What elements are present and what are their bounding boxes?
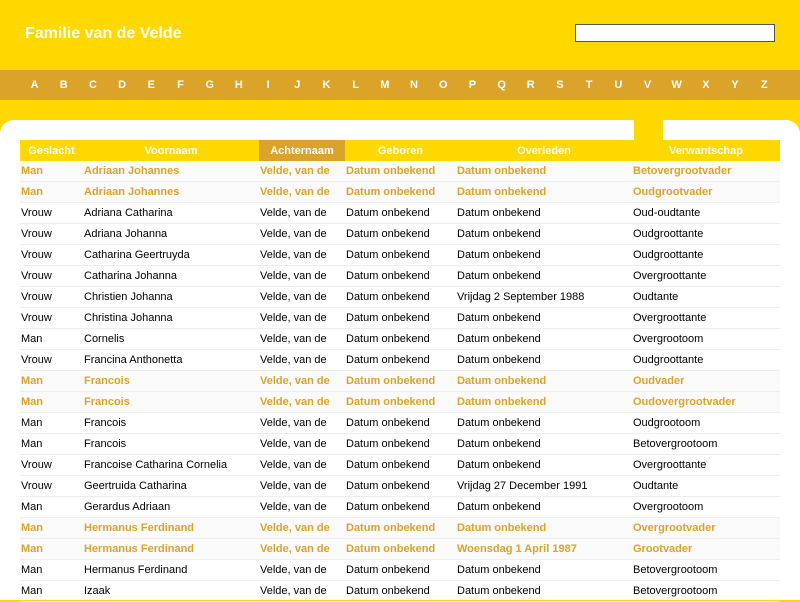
alphabet-letter-h[interactable]: H xyxy=(234,79,243,91)
born-cell: Datum onbekend xyxy=(345,518,456,539)
surname-cell: Velde, van de xyxy=(259,308,345,329)
alphabet-letter-a[interactable]: A xyxy=(30,79,39,91)
firstname-cell: Adriana Catharina xyxy=(83,203,259,224)
column-header-geslacht[interactable]: Geslacht xyxy=(20,140,83,161)
born-cell: Datum onbekend xyxy=(345,371,456,392)
firstname-cell: Catharina Johanna xyxy=(83,266,259,287)
site-title: Familie van de Velde xyxy=(25,25,182,42)
gender-cell: Man xyxy=(20,497,83,518)
surname-cell: Velde, van de xyxy=(259,224,345,245)
gender-cell: Man xyxy=(20,329,83,350)
alphabet-letter-e[interactable]: E xyxy=(147,79,156,91)
alphabet-letter-q[interactable]: Q xyxy=(497,79,506,91)
firstname-cell: Francina Anthonetta xyxy=(83,350,259,371)
died-cell: Datum onbekend xyxy=(456,266,632,287)
active-letter-tab xyxy=(634,100,663,140)
surname-cell: Velde, van de xyxy=(259,245,345,266)
surname-cell: Velde, van de xyxy=(259,497,345,518)
relation-cell: Oudgrootvader xyxy=(632,182,780,203)
firstname-cell: Catharina Geertruyda xyxy=(83,245,259,266)
born-cell: Datum onbekend xyxy=(345,266,456,287)
gender-cell: Man xyxy=(20,182,83,203)
column-header-verwantschap[interactable]: Verwantschap xyxy=(632,140,780,161)
surname-cell: Velde, van de xyxy=(259,182,345,203)
gender-cell: Vrouw xyxy=(20,203,83,224)
table-row[interactable] xyxy=(20,434,780,455)
surname-cell: Velde, van de xyxy=(259,203,345,224)
surname-cell: Velde, van de xyxy=(259,329,345,350)
firstname-cell: Hermanus Ferdinand xyxy=(83,560,259,581)
gender-cell: Vrouw xyxy=(20,266,83,287)
table-row[interactable] xyxy=(20,476,780,497)
table-body xyxy=(20,161,780,602)
column-header-overleden[interactable]: Overleden xyxy=(456,140,632,161)
firstname-cell: Francois xyxy=(83,371,259,392)
relation-cell: Betovergrootoom xyxy=(632,434,780,455)
table-header-row xyxy=(20,140,780,161)
died-cell: Datum onbekend xyxy=(456,413,632,434)
alphabet-letter-t[interactable]: T xyxy=(585,79,593,91)
died-cell: Datum onbekend xyxy=(456,182,632,203)
died-cell: Datum onbekend xyxy=(456,455,632,476)
surname-cell: Velde, van de xyxy=(259,560,345,581)
born-cell: Datum onbekend xyxy=(345,413,456,434)
gender-cell: Man xyxy=(20,518,83,539)
table-row[interactable] xyxy=(20,560,780,581)
alphabet-letter-r[interactable]: R xyxy=(526,79,535,91)
born-cell: Datum onbekend xyxy=(345,497,456,518)
alphabet-letter-b[interactable]: B xyxy=(59,79,68,91)
relation-cell: Overgrootoom xyxy=(632,329,780,350)
died-cell: Datum onbekend xyxy=(456,371,632,392)
born-cell: Datum onbekend xyxy=(345,539,456,560)
born-cell: Datum onbekend xyxy=(345,287,456,308)
table-row[interactable] xyxy=(20,392,780,413)
died-cell: Datum onbekend xyxy=(456,434,632,455)
surname-cell: Velde, van de xyxy=(259,539,345,560)
alphabet-letter-z[interactable]: Z xyxy=(760,79,768,91)
relation-cell: Oud-oudtante xyxy=(632,203,780,224)
firstname-cell: Hermanus Ferdinand xyxy=(83,539,259,560)
table-row[interactable] xyxy=(20,350,780,371)
firstname-cell: Adriana Johanna xyxy=(83,224,259,245)
alphabet-letter-x[interactable]: X xyxy=(702,79,710,91)
relation-cell: Betovergrootvader xyxy=(632,161,780,182)
gender-cell: Vrouw xyxy=(20,350,83,371)
alphabet-letter-f[interactable]: F xyxy=(177,79,184,91)
gender-cell: Vrouw xyxy=(20,287,83,308)
surname-cell: Velde, van de xyxy=(259,434,345,455)
alphabet-letter-k[interactable]: K xyxy=(322,79,331,91)
column-header-voornaam[interactable]: Voornaam xyxy=(83,140,259,161)
firstname-cell: Christina Johanna xyxy=(83,308,259,329)
alphabet-letter-o[interactable]: O xyxy=(438,79,448,91)
born-cell: Datum onbekend xyxy=(345,245,456,266)
gender-cell: Vrouw xyxy=(20,308,83,329)
born-cell: Datum onbekend xyxy=(345,434,456,455)
surname-cell: Velde, van de xyxy=(259,455,345,476)
alphabet-letter-d[interactable]: D xyxy=(118,79,127,91)
relation-cell: Betovergrootoom xyxy=(632,560,780,581)
table-row[interactable] xyxy=(20,161,780,182)
born-cell: Datum onbekend xyxy=(345,329,456,350)
died-cell: Datum onbekend xyxy=(456,308,632,329)
relation-cell: Oudgroottante xyxy=(632,245,780,266)
table-row[interactable] xyxy=(20,287,780,308)
table-row[interactable] xyxy=(20,371,780,392)
relation-cell: Oudgroottante xyxy=(632,350,780,371)
table-row[interactable] xyxy=(20,518,780,539)
alphabet-letter-s[interactable]: S xyxy=(556,79,564,91)
died-cell: Datum onbekend xyxy=(456,518,632,539)
family-table xyxy=(20,140,780,602)
surname-cell: Velde, van de xyxy=(259,413,345,434)
relation-cell: Oudgroottante xyxy=(632,224,780,245)
relation-cell: Overgroottante xyxy=(632,455,780,476)
born-cell: Datum onbekend xyxy=(345,161,456,182)
alphabet-nav xyxy=(0,70,800,100)
relation-cell: Grootvader xyxy=(632,539,780,560)
firstname-cell: Adriaan Johannes xyxy=(83,161,259,182)
surname-cell: Velde, van de xyxy=(259,350,345,371)
relation-cell: Oudovergrootvader xyxy=(632,392,780,413)
relation-cell: Oudvader xyxy=(632,371,780,392)
table-row[interactable] xyxy=(20,224,780,245)
firstname-cell: Hermanus Ferdinand xyxy=(83,518,259,539)
relation-cell: Overgroottante xyxy=(632,308,780,329)
gender-cell: Man xyxy=(20,392,83,413)
firstname-cell: Christien Johanna xyxy=(83,287,259,308)
died-cell: Woensdag 1 April 1987 xyxy=(456,539,632,560)
relation-cell: Overgroottante xyxy=(632,266,780,287)
alphabet-letter-c[interactable]: C xyxy=(88,79,97,91)
surname-cell: Velde, van de xyxy=(259,371,345,392)
died-cell: Datum onbekend xyxy=(456,350,632,371)
firstname-cell: Geertruida Catharina xyxy=(83,476,259,497)
firstname-cell: Adriaan Johannes xyxy=(83,182,259,203)
relation-cell: Oudtante xyxy=(632,476,780,497)
table-row[interactable] xyxy=(20,455,780,476)
firstname-cell: Izaak xyxy=(83,581,259,602)
alphabet-letter-p[interactable]: P xyxy=(468,79,477,91)
alphabet-letter-l[interactable]: L xyxy=(352,79,360,91)
died-cell: Datum onbekend xyxy=(456,203,632,224)
gender-cell: Vrouw xyxy=(20,455,83,476)
gender-cell: Man xyxy=(20,413,83,434)
surname-cell: Velde, van de xyxy=(259,161,345,182)
died-cell: Datum onbekend xyxy=(456,161,632,182)
relation-cell: Overgrootoom xyxy=(632,497,780,518)
column-header-achternaam[interactable]: Achternaam xyxy=(259,140,345,161)
surname-cell: Velde, van de xyxy=(259,476,345,497)
alphabet-letter-j[interactable]: J xyxy=(294,79,301,91)
born-cell: Datum onbekend xyxy=(345,455,456,476)
column-header-geboren[interactable]: Geboren xyxy=(345,140,456,161)
surname-cell: Velde, van de xyxy=(259,266,345,287)
surname-cell: Velde, van de xyxy=(259,287,345,308)
alphabet-letter-n[interactable]: N xyxy=(410,79,418,91)
table-row[interactable] xyxy=(20,413,780,434)
born-cell: Datum onbekend xyxy=(345,350,456,371)
died-cell: Datum onbekend xyxy=(456,581,632,602)
born-cell: Datum onbekend xyxy=(345,581,456,602)
table-row[interactable] xyxy=(20,329,780,350)
table-row[interactable] xyxy=(20,245,780,266)
alphabet-letter-m[interactable]: M xyxy=(380,79,390,91)
table-row[interactable] xyxy=(20,182,780,203)
died-cell: Datum onbekend xyxy=(456,224,632,245)
firstname-cell: Cornelis xyxy=(83,329,259,350)
alphabet-letter-g[interactable]: G xyxy=(205,79,214,91)
firstname-cell: Gerardus Adriaan xyxy=(83,497,259,518)
relation-cell: Betovergrootoom xyxy=(632,581,780,602)
alphabet-letter-y[interactable]: Y xyxy=(731,79,739,91)
alphabet-letter-w[interactable]: W xyxy=(671,79,682,91)
firstname-cell: Francois xyxy=(83,392,259,413)
table-row[interactable] xyxy=(20,497,780,518)
died-cell: Datum onbekend xyxy=(456,245,632,266)
firstname-cell: Francoise Catharina Cornelia xyxy=(83,455,259,476)
alphabet-letter-i[interactable]: I xyxy=(266,79,270,91)
born-cell: Datum onbekend xyxy=(345,560,456,581)
born-cell: Datum onbekend xyxy=(345,476,456,497)
born-cell: Datum onbekend xyxy=(345,308,456,329)
table-row[interactable] xyxy=(20,203,780,224)
gender-cell: Man xyxy=(20,581,83,602)
gender-cell: Man xyxy=(20,434,83,455)
search-input[interactable] xyxy=(575,24,775,42)
table-row[interactable] xyxy=(20,581,780,602)
firstname-cell: Francois xyxy=(83,413,259,434)
gender-cell: Man xyxy=(20,161,83,182)
surname-cell: Velde, van de xyxy=(259,518,345,539)
born-cell: Datum onbekend xyxy=(345,182,456,203)
died-cell: Datum onbekend xyxy=(456,560,632,581)
gender-cell: Vrouw xyxy=(20,476,83,497)
gender-cell: Vrouw xyxy=(20,245,83,266)
died-cell: Vrijdag 27 December 1991 xyxy=(456,476,632,497)
died-cell: Datum onbekend xyxy=(456,497,632,518)
born-cell: Datum onbekend xyxy=(345,224,456,245)
surname-cell: Velde, van de xyxy=(259,392,345,413)
alphabet-letter-u[interactable]: U xyxy=(614,79,623,91)
born-cell: Datum onbekend xyxy=(345,203,456,224)
firstname-cell: Francois xyxy=(83,434,259,455)
died-cell: Datum onbekend xyxy=(456,392,632,413)
relation-cell: Oudgrootoom xyxy=(632,413,780,434)
gender-cell: Man xyxy=(20,560,83,581)
alphabet-letter-v[interactable]: V xyxy=(643,79,652,91)
died-cell: Datum onbekend xyxy=(456,329,632,350)
died-cell: Vrijdag 2 September 1988 xyxy=(456,287,632,308)
relation-cell: Oudtante xyxy=(632,287,780,308)
gender-cell: Vrouw xyxy=(20,224,83,245)
born-cell: Datum onbekend xyxy=(345,392,456,413)
gender-cell: Man xyxy=(20,539,83,560)
gender-cell: Man xyxy=(20,371,83,392)
table-row[interactable] xyxy=(20,266,780,287)
table-row[interactable] xyxy=(20,539,780,560)
surname-cell: Velde, van de xyxy=(259,581,345,602)
relation-cell: Overgrootvader xyxy=(632,518,780,539)
table-row[interactable] xyxy=(20,308,780,329)
